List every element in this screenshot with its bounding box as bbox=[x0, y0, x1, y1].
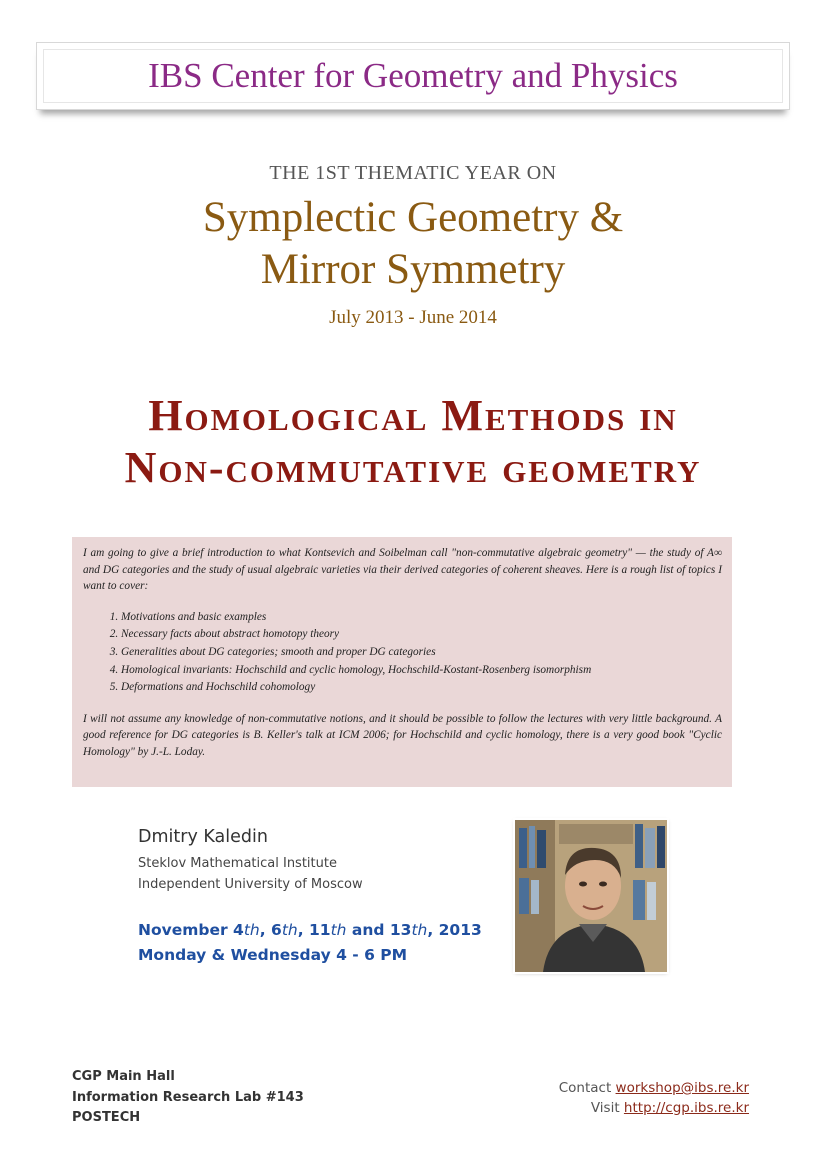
topic-item: 1. Motivations and basic examples bbox=[121, 609, 722, 627]
date-suffix: th bbox=[411, 921, 428, 939]
thematic-year-label: THE 1ST THEMATIC YEAR ON bbox=[269, 162, 557, 184]
abstract-box bbox=[72, 537, 732, 787]
date-suffix: th bbox=[330, 921, 347, 939]
topic-item: 2. Necessary facts about abstract homotopy theory bbox=[121, 626, 722, 644]
thematic-title bbox=[0, 192, 826, 296]
abstract-intro: I am going to give a brief introduction to what Kontsevich and Soibelman call "non-commutative algebraic geometry" — the study of A∞ and DG categories and the study of usual algebraic varieties via their derived categories of coherent sheaves. Here is a rough list of topics I want to cover: bbox=[83, 547, 722, 593]
venue-line-1: CGP Main Hall bbox=[72, 1069, 175, 1084]
thematic-period: July 2013 - June 2014 bbox=[329, 307, 497, 328]
contact-info bbox=[559, 1078, 749, 1118]
speaker-photo-image bbox=[515, 820, 667, 972]
schedule bbox=[138, 918, 482, 968]
date-suffix: th bbox=[243, 921, 260, 939]
date-text: , 11 bbox=[297, 921, 331, 939]
thematic-title-line1: Symplectic Geometry & bbox=[202, 194, 624, 241]
speaker-photo bbox=[515, 820, 667, 972]
lecture-title bbox=[0, 390, 826, 494]
lecture-time: Monday & Wednesday 4 - 6 PM bbox=[138, 946, 408, 964]
date-suffix: th bbox=[281, 921, 298, 939]
date-text: November 4 bbox=[138, 921, 244, 939]
speaker-affiliations bbox=[138, 853, 363, 895]
venue-line-2: Information Research Lab #143 bbox=[72, 1089, 304, 1105]
visit-label: Visit bbox=[590, 1100, 624, 1116]
lecture-title-line1: Homological Methods in bbox=[148, 391, 678, 440]
center-name: IBS Center for Geometry and Physics bbox=[148, 56, 678, 95]
abstract-outro: I will not assume any knowledge of non-commutative notions, and it should be possible to follow the lectures with very little background. A good reference for DG categories is B. Keller's talk at ICM 2006; for Hochschild and cyclic homology, there is a very good book "Cyclic Homology" by J.-L. Loday. bbox=[83, 712, 722, 758]
contact-email-link[interactable]: workshop@ibs.re.kr bbox=[615, 1080, 749, 1096]
date-text: , 2013 bbox=[427, 921, 482, 939]
website-row bbox=[559, 1098, 749, 1118]
topic-list bbox=[83, 609, 722, 697]
lecture-dates bbox=[138, 918, 482, 943]
topic-item: 5. Deformations and Hochschild cohomology bbox=[121, 679, 722, 697]
speaker-affiliation-1: Steklov Mathematical Institute bbox=[138, 856, 337, 871]
lecture-title-line2: Non-commutative geometry bbox=[124, 443, 702, 492]
topic-item: 4. Homological invariants: Hochschild and cyclic homology, Hochschild-Kostant-Rosenberg isomorphism bbox=[121, 662, 722, 680]
speaker-name: Dmitry Kaledin bbox=[138, 827, 268, 847]
website-link[interactable]: http://cgp.ibs.re.kr bbox=[623, 1100, 749, 1116]
header-banner bbox=[36, 42, 790, 110]
venue-line-3: POSTECH bbox=[72, 1110, 141, 1125]
header-banner-frame bbox=[43, 49, 783, 103]
speaker-affiliation-2: Independent University of Moscow bbox=[138, 877, 363, 892]
speaker-info bbox=[138, 827, 363, 895]
venue bbox=[72, 1067, 304, 1129]
contact-label: Contact bbox=[558, 1080, 616, 1096]
date-text: , 6 bbox=[259, 921, 282, 939]
date-text: and 13 bbox=[346, 921, 412, 939]
contact-email-row bbox=[559, 1078, 749, 1098]
thematic-title-line2: Mirror Symmetry bbox=[260, 246, 566, 293]
topic-item: 3. Generalities about DG categories; smooth and proper DG categories bbox=[121, 644, 722, 662]
